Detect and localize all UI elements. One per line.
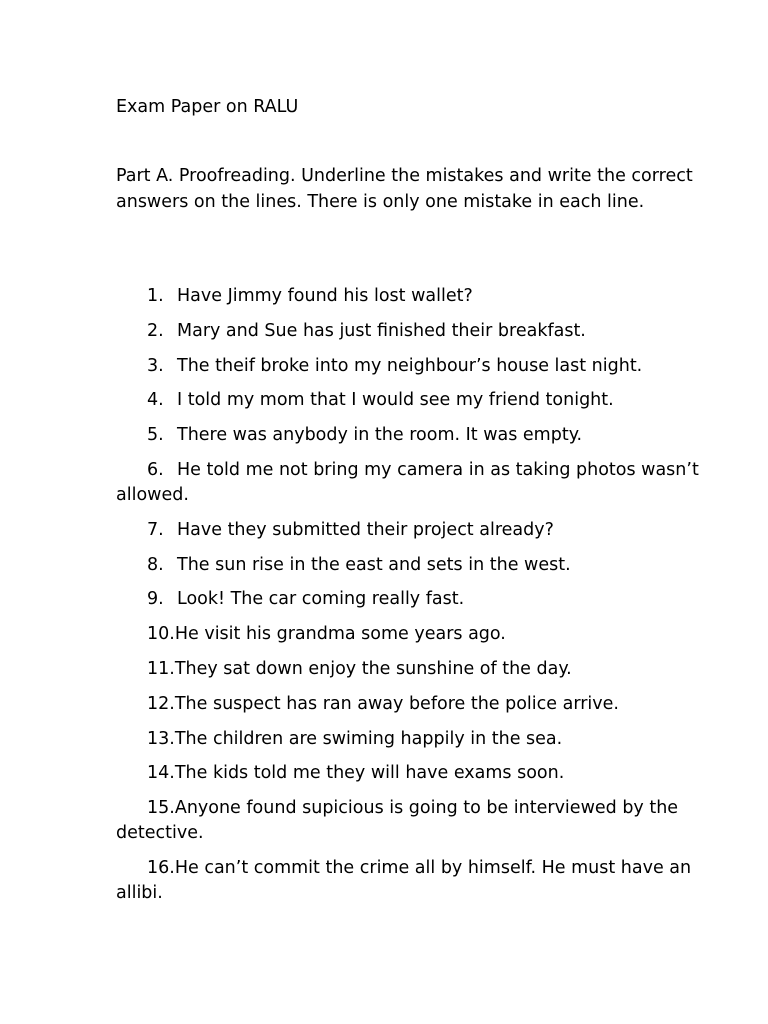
question-item [116, 761, 726, 786]
question-text: I told my mom that I would see my friend tonight. [177, 390, 614, 411]
question-item [116, 319, 726, 344]
question-text: The theif broke into my neighbour’s house last night. [177, 355, 643, 376]
question-text: The suspect has ran away before the police arrive. [174, 693, 619, 714]
question-text: The sun rise in the east and sets in the west. [177, 554, 571, 575]
question-text: He can’t commit the crime all by himself. He must have an allibi. [116, 857, 692, 903]
question-text: He told me not bring my camera in as taking photos wasn’t allowed. [116, 459, 699, 505]
question-number: 13. [147, 728, 175, 749]
question-text: There was anybody in the room. It was empty. [177, 425, 583, 446]
question-item [116, 354, 726, 379]
question-item [116, 388, 726, 413]
question-item [116, 692, 726, 717]
question-item [116, 458, 726, 508]
question-number: 14. [147, 763, 175, 784]
question-number: 7. [147, 519, 164, 540]
question-text: The children are swiming happily in the sea. [174, 728, 563, 749]
question-list [116, 284, 726, 916]
question-number: 8. [147, 554, 164, 575]
question-number: 1. [147, 286, 164, 306]
question-item [116, 518, 726, 543]
question-number: 3. [147, 355, 164, 376]
question-text: They sat down enjoy the sunshine of the day. [174, 658, 572, 679]
question-number: 12. [147, 693, 175, 714]
question-item [116, 796, 726, 846]
question-number: 9. [147, 589, 164, 610]
question-number: 6. [147, 459, 164, 480]
question-text: Look! The car coming really fast. [177, 589, 465, 610]
question-text: Have Jimmy found his lost wallet? [177, 286, 473, 306]
question-number: 10. [147, 624, 175, 645]
question-text: Mary and Sue has just finished their breakfast. [177, 320, 586, 341]
question-text: Anyone found supicious is going to be interviewed by the detective. [116, 798, 679, 844]
question-text: The kids told me they will have exams soon. [174, 763, 565, 784]
question-number: 5. [147, 425, 164, 446]
question-number: 15. [147, 798, 175, 819]
question-text: He visit his grandma some years ago. [174, 624, 506, 645]
question-item [116, 587, 726, 612]
question-number: 2. [147, 320, 164, 341]
question-item [116, 553, 726, 578]
question-number: 11. [147, 658, 175, 679]
instructions-paragraph: Part A. Proofreading. Underline the mistakes and write the correct answers on the lines. There is only one mistake in each line. [116, 166, 693, 212]
question-text: Have they submitted their project already? [177, 519, 554, 540]
document-title: Exam Paper on RALU [116, 97, 299, 117]
question-number: 16. [147, 857, 175, 878]
question-number: 4. [147, 390, 164, 411]
question-item [116, 622, 726, 647]
question-item [116, 856, 726, 906]
question-item [116, 727, 726, 752]
question-item [116, 423, 726, 448]
question-item [116, 284, 726, 309]
question-item [116, 657, 726, 682]
